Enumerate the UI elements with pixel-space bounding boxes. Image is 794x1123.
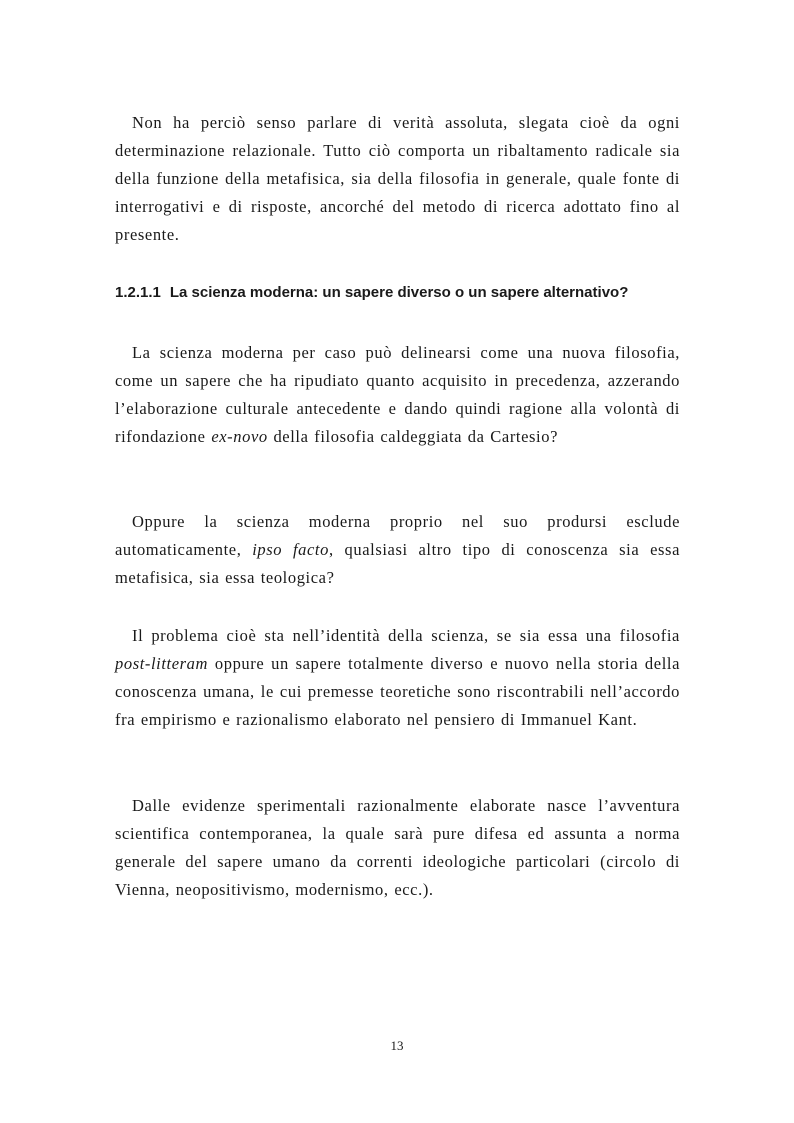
paragraph-text-a: Oppure la scienza moderna proprio nel suo prodursi esclude automaticamente, <box>115 512 680 559</box>
paragraph-text-b: oppure un sapere totalmente diverso e nuovo nella storia della conoscenza umana, le cui premesse teoretiche sono riscontrabili nell’accordo fra empirismo e razionalismo elaborato nel pensiero di Immanuel Kant. <box>115 654 680 729</box>
paragraph-excludes <box>115 508 680 592</box>
paragraph-italic-term: ex-novo <box>211 427 268 446</box>
paragraph-identity <box>115 622 680 734</box>
paragraph-italic-term: post-litteram <box>115 654 209 673</box>
paragraph-italic-term: ipso facto <box>252 540 329 559</box>
paragraph-text: Non ha perciò senso parlare di verità assoluta, slegata cioè da ogni determinazione relazionale. Tutto ciò comporta un ribaltamento radicale sia della funzione della metafisica, sia della filosofia in generale, quale fonte di interrogativi e di risposte, ancorché del metodo di ricerca adottato fino al presente. <box>115 113 680 244</box>
paragraph-evidence <box>115 792 680 904</box>
paragraph-text-a: Il problema cioè sta nell’identità della scienza, se sia essa una filosofia <box>132 626 680 645</box>
paragraph-absolute-truth <box>115 109 680 249</box>
paragraph-text-b: , qualsiasi altro tipo di conoscenza sia essa metafisica, sia essa teologica? <box>115 540 681 587</box>
page-number: 13 <box>390 1038 404 1053</box>
section-title: La scienza moderna: un sapere diverso o un sapere alternativo? <box>169 284 629 301</box>
paragraph-text: Dalle evidenze sperimentali razionalmente elaborate nasce l’avventura scientifica contemporanea, la quale sarà pure difesa ed assunta a norma generale del sapere umano da correnti ideologiche particolari (circolo di Vienna, neopositivismo, modernismo, ecc.). <box>115 796 680 899</box>
paragraph-text-a: La scienza moderna per caso può delinearsi come una nuova filosofia, come un sapere che ha ripudiato quanto acquisito in precedenza, azzerando l’elaborazione culturale antecedente e dando quindi ragione alla volontà di rifondazione <box>115 343 680 446</box>
paragraph-modern-science <box>115 339 680 451</box>
section-number: 1.2.1.1 <box>115 284 161 301</box>
paragraph-text-b: della filosofia caldeggiata da Cartesio? <box>267 427 559 446</box>
section-heading <box>115 284 695 301</box>
